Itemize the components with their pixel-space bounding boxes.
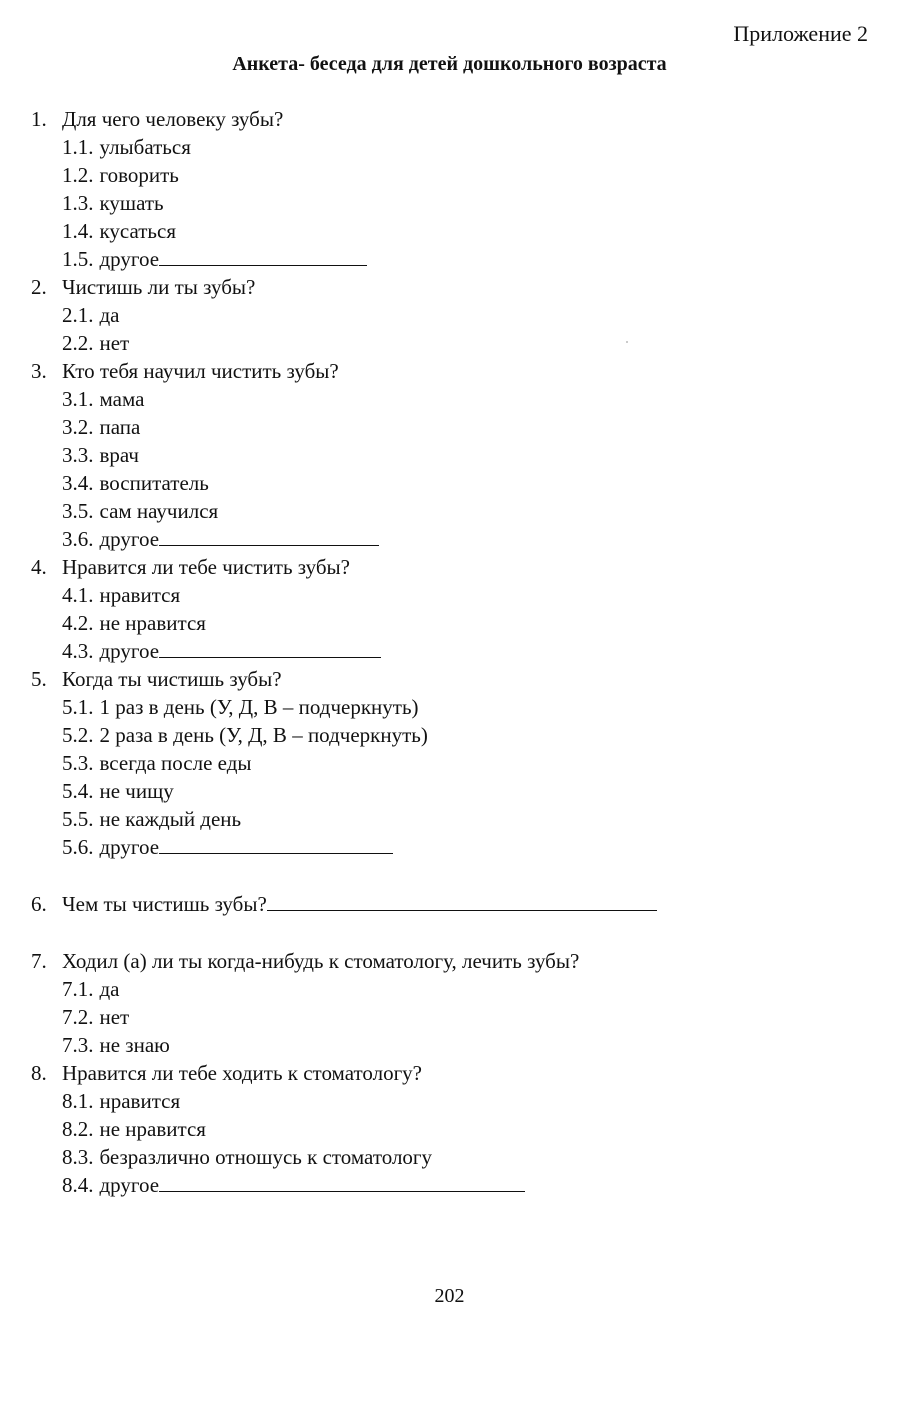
option-text: врач xyxy=(99,443,139,467)
option-3-1 xyxy=(62,386,144,412)
option-5-1 xyxy=(62,694,419,720)
answer-blank-line[interactable] xyxy=(159,247,367,266)
option-number: 7.1. xyxy=(62,977,94,1001)
question-number: 1. xyxy=(31,107,47,131)
option-8-3 xyxy=(62,1144,432,1170)
question-number: 2. xyxy=(31,275,47,299)
option-5-2 xyxy=(62,722,428,748)
option-4-2 xyxy=(62,610,206,636)
option-number: 2.1. xyxy=(62,303,94,327)
option-text: 1 раз в день (У, Д, В – подчеркнуть) xyxy=(99,695,419,719)
question-number: 5. xyxy=(31,667,47,691)
question-2 xyxy=(31,274,255,300)
option-text: не знаю xyxy=(99,1033,170,1057)
option-text: не чищу xyxy=(99,779,174,803)
question-text: Для чего человеку зубы? xyxy=(62,107,284,131)
option-number: 3.1. xyxy=(62,387,94,411)
answer-blank-line[interactable] xyxy=(159,835,393,854)
option-text: да xyxy=(99,977,120,1001)
option-3-5 xyxy=(62,498,218,524)
question-text: Когда ты чистишь зубы? xyxy=(62,667,282,691)
option-text: другое xyxy=(99,1173,160,1197)
option-text: не каждый день xyxy=(99,807,242,831)
question-number: 8. xyxy=(31,1061,47,1085)
question-8 xyxy=(31,1060,422,1086)
option-text: улыбаться xyxy=(99,135,191,159)
option-number: 4.1. xyxy=(62,583,94,607)
option-text: всегда после еды xyxy=(99,751,252,775)
option-3-2 xyxy=(62,414,140,440)
answer-blank-line[interactable] xyxy=(159,1173,525,1192)
question-text: Чистишь ли ты зубы? xyxy=(62,275,256,299)
option-1-2 xyxy=(62,162,179,188)
option-number: 5.5. xyxy=(62,807,94,831)
option-text: мама xyxy=(99,387,145,411)
option-number: 3.3. xyxy=(62,443,94,467)
option-number: 1.2. xyxy=(62,163,94,187)
option-text: другое xyxy=(99,247,160,271)
option-text: другое xyxy=(99,835,160,859)
option-1-5 xyxy=(62,246,367,272)
option-text: 2 раза в день (У, Д, В – подчеркнуть) xyxy=(99,723,428,747)
scan-speck xyxy=(626,341,628,343)
option-number: 5.4. xyxy=(62,779,94,803)
option-text: кушать xyxy=(99,191,164,215)
option-text: нравится xyxy=(99,1089,181,1113)
option-4-3 xyxy=(62,638,381,664)
option-number: 4.3. xyxy=(62,639,94,663)
option-8-2 xyxy=(62,1116,206,1142)
option-5-6 xyxy=(62,834,393,860)
question-number: 4. xyxy=(31,555,47,579)
option-text: нравится xyxy=(99,583,181,607)
option-1-1 xyxy=(62,134,191,160)
option-number: 4.2. xyxy=(62,611,94,635)
appendix-label: Приложение 2 xyxy=(733,21,868,46)
question-3 xyxy=(31,358,339,384)
option-5-3 xyxy=(62,750,251,776)
question-1 xyxy=(31,106,283,132)
option-number: 7.2. xyxy=(62,1005,94,1029)
option-number: 8.1. xyxy=(62,1089,94,1113)
option-text: другое xyxy=(99,639,160,663)
option-3-3 xyxy=(62,442,139,468)
option-3-6 xyxy=(62,526,379,552)
option-5-5 xyxy=(62,806,241,832)
option-number: 5.3. xyxy=(62,751,94,775)
option-number: 8.4. xyxy=(62,1173,94,1197)
option-8-1 xyxy=(62,1088,180,1114)
question-text: Нравится ли тебе ходить к стоматологу? xyxy=(62,1061,423,1085)
option-text: не нравится xyxy=(99,611,206,635)
option-text: говорить xyxy=(99,163,179,187)
answer-blank-line[interactable] xyxy=(267,892,657,911)
option-number: 8.2. xyxy=(62,1117,94,1141)
option-number: 5.2. xyxy=(62,723,94,747)
question-text: Кто тебя научил чистить зубы? xyxy=(62,359,339,383)
option-number: 1.5. xyxy=(62,247,94,271)
question-7 xyxy=(31,948,579,974)
question-6 xyxy=(31,891,657,917)
option-3-4 xyxy=(62,470,209,496)
option-number: 5.1. xyxy=(62,695,94,719)
option-text: не нравится xyxy=(99,1117,206,1141)
option-2-1 xyxy=(62,302,120,328)
option-4-1 xyxy=(62,582,180,608)
answer-blank-line[interactable] xyxy=(159,639,381,658)
option-text: безразлично отношусь к стоматологу xyxy=(99,1145,433,1169)
option-8-4 xyxy=(62,1172,525,1198)
option-number: 5.6. xyxy=(62,835,94,859)
option-text: воспитатель xyxy=(99,471,209,495)
option-text: нет xyxy=(99,331,130,355)
page-title: Анкета- беседа для детей дошкольного возраста xyxy=(232,53,667,75)
option-1-4 xyxy=(62,218,176,244)
option-text: нет xyxy=(99,1005,130,1029)
question-text: Нравится ли тебе чистить зубы? xyxy=(62,555,350,579)
question-4 xyxy=(31,554,350,580)
option-7-1 xyxy=(62,976,120,1002)
option-text: кусаться xyxy=(99,219,176,243)
option-number: 1.4. xyxy=(62,219,94,243)
option-number: 2.2. xyxy=(62,331,94,355)
option-number: 3.4. xyxy=(62,471,94,495)
question-number: 3. xyxy=(31,359,47,383)
question-text: Ходил (а) ли ты когда-нибудь к стоматологу, лечить зубы? xyxy=(62,949,580,973)
option-number: 3.2. xyxy=(62,415,94,439)
question-text: Чем ты чистишь зубы? xyxy=(62,892,267,916)
question-number: 6. xyxy=(31,892,47,916)
option-number: 7.3. xyxy=(62,1033,94,1057)
option-2-2 xyxy=(62,330,129,356)
option-7-3 xyxy=(62,1032,170,1058)
option-number: 3.6. xyxy=(62,527,94,551)
question-number: 7. xyxy=(31,949,47,973)
option-text: другое xyxy=(99,527,160,551)
option-text: сам научился xyxy=(99,499,219,523)
option-text: да xyxy=(99,303,120,327)
option-number: 1.3. xyxy=(62,191,94,215)
option-1-3 xyxy=(62,190,164,216)
answer-blank-line[interactable] xyxy=(159,527,379,546)
page-number: 202 xyxy=(434,1285,465,1307)
option-number: 1.1. xyxy=(62,135,94,159)
option-text: папа xyxy=(99,415,141,439)
question-5 xyxy=(31,666,282,692)
option-7-2 xyxy=(62,1004,129,1030)
option-number: 3.5. xyxy=(62,499,94,523)
option-5-4 xyxy=(62,778,174,804)
option-number: 8.3. xyxy=(62,1145,94,1169)
